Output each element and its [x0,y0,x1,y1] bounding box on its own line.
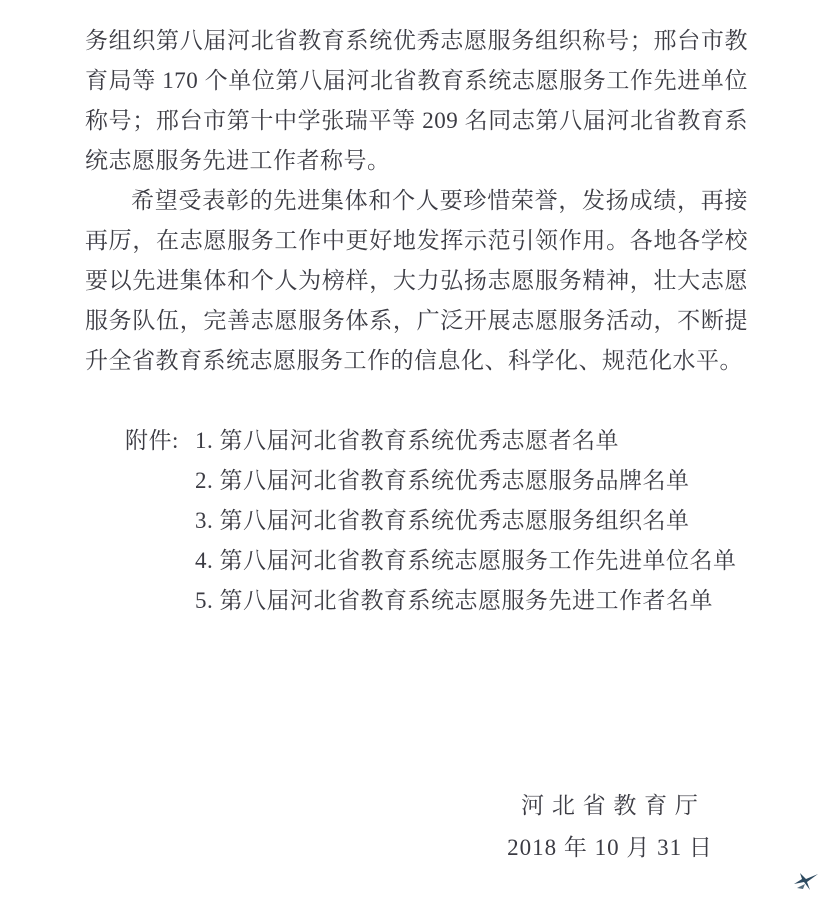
attachment-row [125,581,748,621]
paragraph-commendation-titles: 务组织第八届河北省教育系统优秀志愿服务组织称号；邢台市教育局等 170 个单位第八届河北省教育系统志愿服务工作先进单位称号；邢台市第十中学张瑞平等 209 名同志第八届河北省教育系统志愿服务先进工作者称号。 [85,28,748,173]
document-body [85,21,748,621]
attachment-item-4: 4. 第八届河北省教育系统志愿服务工作先进单位名单 [195,548,737,573]
watermark-bird-icon [793,869,819,893]
attachment-item-3: 3. 第八届河北省教育系统优秀志愿服务组织名单 [195,508,690,533]
attachment-item-1: 1. 第八届河北省教育系统优秀志愿者名单 [195,428,619,453]
attachment-item-2: 2. 第八届河北省教育系统优秀志愿服务品牌名单 [195,468,690,493]
issue-date: 2018 年 10 月 31 日 [507,835,713,860]
attachment-row [125,421,748,461]
attachment-item-5: 5. 第八届河北省教育系统志愿服务先进工作者名单 [195,588,713,613]
attachment-row [125,461,748,501]
issuer-name: 河 北 省 教 育 厅 [521,793,699,818]
paragraph-exhortation: 希望受表彰的先进集体和个人要珍惜荣誉，发扬成绩，再接再厉，在志愿服务工作中更好地发挥示范引领作用。各地各学校要以先进集体和个人为榜样，大力弘扬志愿服务精神，壮大志愿服务队伍，完善志愿服务体系，广泛开展志愿服务活动，不断提升全省教育系统志愿服务工作的信息化、科学化、规范化水平。 [85,188,748,373]
attachments-label: 附件: [125,428,179,453]
signature-block [450,785,770,869]
attachment-row [125,541,748,581]
attachment-row [125,501,748,541]
attachments-list [125,421,748,621]
